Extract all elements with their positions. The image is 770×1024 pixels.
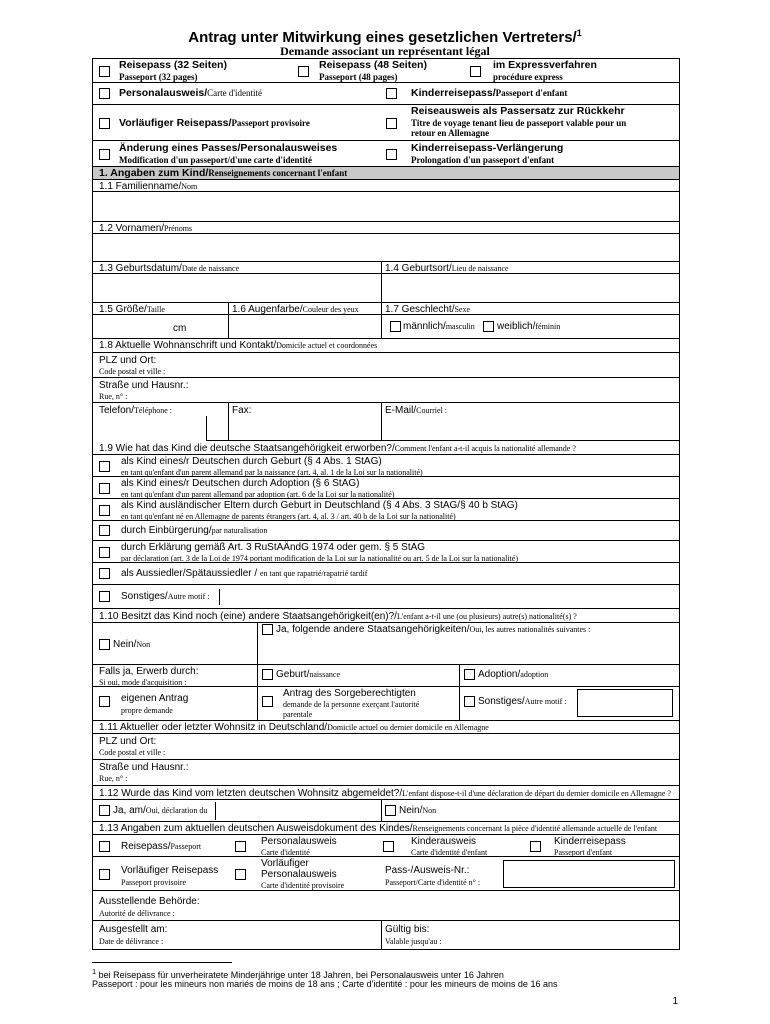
f1-9-option-4: [93, 521, 679, 541]
f1-2-label-row: [93, 222, 679, 234]
male-label: männlich/masculin: [403, 321, 475, 332]
f1-5-7-label-row: [93, 303, 679, 315]
o2-label-fr: en tant qu'enfant d'un parent allemand par adoption (art. 6 de la Loi sur la nationalité): [121, 490, 395, 499]
current-vpa-label-fr: Carte d'identité provisoire: [261, 881, 345, 890]
email-field[interactable]: [382, 416, 679, 441]
f1-1-label-row: [93, 180, 679, 192]
fax-field[interactable]: [229, 416, 381, 441]
reiseausweis-label-fr2: retour en Allemagne: [411, 128, 490, 138]
o1-label-fr: en tant qu'enfant d'un parent allemand par la naissance (art. 4, al. 1 de la Loi sur la nationalité): [121, 468, 423, 477]
birth-german-parent-checkbox[interactable]: [99, 461, 110, 472]
other-reason-field[interactable]: [219, 589, 677, 605]
other-nationalities-field[interactable]: [258, 636, 679, 665]
personalausweis-checkbox[interactable]: [99, 88, 110, 99]
valid-label: Gültig bis:: [385, 924, 430, 935]
f1-3-4-label-row: [93, 262, 679, 274]
page-number: 1: [672, 996, 678, 1007]
acq-own-label: eigenen Antrag: [121, 693, 189, 704]
phone-label: Telefon/Téléphone :: [99, 405, 173, 416]
aenderung-checkbox[interactable]: [99, 149, 110, 160]
f1-9-option-5: [93, 541, 679, 563]
f1-8-label: 1.8 Aktuelle Wohnanschrift und Kontakt/Domicile actuel et coordonnées: [99, 340, 378, 351]
f1-13-row-1: [93, 835, 679, 857]
doctype-row-4: [93, 141, 679, 167]
acq-other-checkbox[interactable]: [464, 696, 475, 707]
adoption-german-parent-checkbox[interactable]: [99, 483, 110, 494]
f1-11-street-label-fr: Rue, n° :: [99, 774, 128, 783]
f1-10-answer-row: [93, 623, 679, 665]
reisepass48-label: Reisepass (48 Seiten): [319, 59, 427, 71]
acq-custody-label-fr: demande de la personne exerçant l'autorité: [283, 700, 420, 709]
o3-label-fr: en tant qu'enfant né en Allemagne de parents étrangers (art. 4, al. 3 / art. 40 b de la Loi sur la nationalité): [121, 512, 456, 521]
authority-label-fr: Autorité de délivrance :: [99, 909, 175, 918]
current-ka-label: Kinderausweis: [411, 836, 477, 847]
f1-9-option-3: [93, 499, 679, 521]
issued-label-fr: Date de délivrance :: [99, 937, 164, 946]
current-ka-label-fr: Carte d'identité d'enfant: [411, 848, 488, 857]
f1-12-answer-row: [93, 800, 679, 822]
acq-custody-checkbox[interactable]: [262, 696, 273, 707]
doc-number-field[interactable]: [503, 860, 675, 888]
eye-color-field[interactable]: [229, 315, 381, 339]
f1-11-street-label: Straße und Hausnr.:: [99, 762, 189, 773]
doctype-row-2: [93, 83, 679, 105]
acq-own-checkbox[interactable]: [99, 696, 110, 707]
birth-row: [93, 274, 679, 303]
current-krp-label: Kinderreisepass: [554, 836, 626, 847]
o7-label: Sonstiges/Autre motif :: [121, 591, 210, 602]
reiseausweis-label: Reiseausweis als Passersatz zur Rückkehr: [411, 105, 625, 117]
doc-number-label: Pass-/Ausweis-Nr.:: [385, 865, 470, 876]
reisepass32-label: Reisepass (32 Seiten): [119, 59, 227, 71]
current-vpa-label-2: Personalausweis: [261, 869, 337, 880]
acq-adoption-label: Adoption/adoption: [478, 669, 549, 680]
current-vrp-label: Vorläufiger Reisepass: [121, 865, 219, 876]
deregistered-yes-label: Ja, am/Oui, déclaration du: [113, 805, 208, 816]
verlaengerung-label: Kinderreisepass-Verlängerung: [411, 142, 564, 154]
f1-9-option-6: [93, 563, 679, 585]
f1-13-heading: 1.13 Angaben zum aktuellen deutschen Ausweisdokument des Kindes/Renseignements concernant la pièce d'identité allemande actuelle de l'enfant: [93, 822, 679, 835]
other-nationality-yes-checkbox[interactable]: [262, 624, 273, 635]
f1-11-plz-label: PLZ und Ort:: [99, 736, 157, 747]
verlaengerung-checkbox[interactable]: [386, 149, 397, 160]
deregistered-no-checkbox[interactable]: [385, 805, 396, 816]
f1-8-label-row: [93, 339, 679, 353]
acq-other-label: Sonstiges/Autre motif :: [478, 696, 567, 707]
o4-label: durch Einbürgerung/par naturalisation: [121, 525, 268, 536]
acq-birth-label: Geburt/naissance: [276, 669, 341, 680]
declaration-checkbox[interactable]: [99, 547, 110, 558]
aussiedler-checkbox[interactable]: [99, 568, 110, 579]
acq-label-fr: Si oui, mode d'acquisition :: [99, 678, 187, 687]
current-rp-checkbox[interactable]: [99, 841, 110, 852]
section-1-heading: 1. Angaben zum Kind/Renseignements concernant l'enfant: [93, 167, 679, 180]
yes-label: Ja, folgende andere Staatsangehörigkeiten/Oui, les autres nationalités suivantes :: [276, 624, 591, 635]
kinderreisepass-checkbox[interactable]: [386, 88, 397, 99]
express-label: im Expressverfahren: [493, 59, 597, 71]
f1-11-plz-label-fr: Code postal et ville :: [99, 748, 166, 757]
verlaengerung-label-fr: Prolongation d'un passeport d'enfant: [411, 155, 555, 165]
f1-4-label: 1.4 Geburtsort/Lieu de naissance: [385, 263, 509, 274]
f1-12-heading: 1.12 Wurde das Kind vom letzten deutschen Wohnsitz abgemeldet?/L'enfant dispose-t-il d'une déclaration de départ du dernier domicile en Allemagne ?: [93, 786, 679, 800]
f1-6-label: 1.6 Augenfarbe/Couleur des yeux: [232, 304, 359, 315]
footnote-separator: [92, 962, 232, 963]
dates-row: [93, 921, 679, 949]
address-plz-row[interactable]: [93, 353, 679, 378]
deregistered-date-field[interactable]: [215, 802, 379, 820]
fax-label: Fax:: [232, 405, 252, 416]
o5-label-fr: par déclaration (art. 3 de la Loi de 1974 portant modification de la Loi sur la nationalité ou art. 5 de la Loi sur la nationalité): [121, 554, 518, 563]
plz-label: PLZ und Ort:: [99, 355, 157, 366]
current-vpa-checkbox[interactable]: [235, 869, 246, 880]
f1-1-label: 1.1 Familienname/Nom: [99, 181, 198, 192]
no-label: Nein/Non: [113, 639, 151, 650]
female-checkbox[interactable]: [483, 321, 494, 332]
height-field[interactable]: [93, 315, 228, 339]
express-label-fr: procédure express: [493, 72, 563, 82]
f1-9-heading: 1.9 Wie hat das Kind die deutsche Staatsangehörigkeit erworben?/Comment l'enfant a-t-il acquis la nationalité allemande ?: [93, 441, 679, 455]
f1-10-heading: 1.10 Besitzt das Kind noch (eine) andere Staatsangehörigkeit(en)?/L'enfant a-t-il une (ou plusieurs) autre(s) nationalité(s) ?: [93, 609, 679, 623]
reisepass32-checkbox[interactable]: [99, 66, 110, 77]
naturalisation-checkbox[interactable]: [99, 525, 110, 536]
street-label: Straße und Hausnr.:: [99, 380, 189, 391]
doc-number-label-fr: Passeport/Carte d'identité n° :: [385, 878, 481, 887]
o2-label: als Kind eines/r Deutschen durch Adoption (§ 6 StAG): [121, 478, 360, 489]
f1-2-label: 1.2 Vornamen/Prénoms: [99, 223, 193, 234]
acq-custody-label: Antrag des Sorgeberechtigten: [283, 688, 416, 699]
form-title: Antrag unter Mitwirkung eines gesetzlichen Vertreters/$^1$: [188, 28, 582, 46]
birth-in-germany-checkbox[interactable]: [99, 505, 110, 516]
other-reason-checkbox[interactable]: [99, 591, 110, 602]
footnote-1: $^1$ bei Reisepass für unverheiratete Minderjährige unter 18 Jahren, bei Personalausweis unter 16 Jahren: [92, 967, 504, 980]
f1-3-label: 1.3 Geburtsdatum/Date de naissance: [99, 263, 240, 274]
issued-date-field[interactable]: [93, 921, 381, 949]
current-vrp-label-fr: Passeport provisoire: [121, 878, 187, 887]
acq-custody-label-fr2: parentale: [283, 710, 313, 719]
vorlaeufig-label: Vorläufiger Reisepass/Passeport provisoire: [119, 117, 310, 129]
form-subtitle: Demande associant un représentant légal: [280, 44, 490, 58]
aenderung-label-fr: Modification d'un passeport/d'une carte d'identité: [119, 155, 313, 165]
doctype-row-1: [93, 59, 679, 83]
current-pa-checkbox[interactable]: [235, 841, 246, 852]
height-unit: cm: [173, 323, 187, 334]
f1-13-row-2: [93, 857, 679, 891]
issued-label: Ausgestellt am:: [99, 924, 168, 935]
footnote-1-fr: Passeport : pour les mineurs non mariés de moins de 18 ans ; Carte d'identité : pour les mineurs de moins de 16 ans: [92, 979, 558, 989]
email-label: E-Mail/Courriel :: [385, 405, 448, 416]
current-vpa-label: Vorläufiger: [261, 858, 309, 869]
acq-other-field[interactable]: [577, 689, 673, 717]
express-checkbox[interactable]: [470, 66, 481, 77]
application-form: [92, 58, 680, 950]
male-checkbox[interactable]: [390, 321, 401, 332]
current-krp-checkbox[interactable]: [530, 841, 541, 852]
current-krp-label-fr: Passeport d'enfant: [554, 848, 613, 857]
f1-9-option-7: [93, 585, 679, 609]
acq-adoption-checkbox[interactable]: [464, 669, 475, 680]
street-label-fr: Rue, n° :: [99, 392, 128, 401]
reisepass32-label-fr: Passeport (32 pages): [119, 72, 198, 82]
f1-5-label: 1.5 Größe/Taille: [99, 304, 165, 315]
o6-label: als Aussiedler/Spätaussiedler / en tant que rapatrié/rapatrié tardif: [121, 568, 368, 579]
acq-own-label-fr: propre demande: [121, 706, 173, 715]
contact-row: [93, 403, 679, 441]
reiseausweis-label-fr: Titre de voyage tenant lieu de passeport valable pour un: [411, 118, 627, 128]
current-pa-label: Personalausweis: [261, 836, 337, 847]
o5-label: durch Erklärung gemäß Art. 3 RuStAÄndG 1974 oder gem. § 5 StAG: [121, 542, 426, 553]
authority-label: Ausstellende Behörde:: [99, 896, 200, 907]
size-eyes-sex-row: [93, 315, 679, 339]
current-rp-label: Reisepass/Passeport: [121, 841, 202, 852]
birth-place-field[interactable]: [382, 274, 679, 303]
aenderung-label: Änderung eines Passes/Personalausweises: [119, 142, 338, 154]
family-name-field[interactable]: [93, 192, 679, 222]
reisepass48-label-fr: Passeport (48 pages): [319, 72, 398, 82]
kinderreisepass-label: Kinderreisepass/Passeport d'enfant: [411, 87, 568, 99]
acq-birth-checkbox[interactable]: [262, 669, 273, 680]
birth-date-field[interactable]: [93, 274, 381, 303]
current-vrp-checkbox[interactable]: [99, 869, 110, 880]
acquisition-row: [93, 665, 679, 687]
vorlaeufig-checkbox[interactable]: [99, 118, 110, 129]
valid-date-field[interactable]: [382, 921, 679, 949]
f1-9-option-2: [93, 477, 679, 499]
f1-7-label: 1.7 Geschlecht/Sexe: [385, 304, 471, 315]
acquisition-row-2: [93, 687, 679, 721]
f1-9-option-1: [93, 455, 679, 477]
f1-11-street-row[interactable]: [93, 760, 679, 786]
address-street-row[interactable]: [93, 378, 679, 403]
f1-11-plz-row[interactable]: [93, 734, 679, 760]
o1-label: als Kind eines/r Deutschen durch Geburt (§ 4 Abs. 1 StAG): [121, 456, 382, 467]
o3-label: als Kind ausländischer Eltern durch Geburt in Deutschland (§ 4 Abs. 3 StAG/§ 40 b StAG): [121, 500, 518, 511]
acq-label: Falls ja, Erwerb durch:: [99, 666, 199, 677]
valid-label-fr: Valable jusqu'au :: [385, 937, 442, 946]
first-names-field[interactable]: [93, 234, 679, 262]
f1-11-heading: 1.11 Aktueller oder letzter Wohnsitz in Deutschland/Domicile actuel ou dernier domicile en Allemagne: [93, 721, 679, 734]
personalausweis-label: Personalausweis/Carte d'identité: [119, 87, 262, 99]
current-ka-checkbox[interactable]: [383, 841, 394, 852]
female-label: weiblich/féminin: [497, 321, 561, 332]
reiseausweis-checkbox[interactable]: [386, 118, 397, 129]
plz-label-fr: Code postal et ville :: [99, 367, 166, 376]
phone-field[interactable]: [93, 416, 207, 441]
doctype-row-3: [93, 105, 679, 141]
current-pa-label-fr: Carte d'identité: [261, 848, 310, 857]
other-nationality-no-checkbox[interactable]: [99, 639, 110, 650]
reisepass48-checkbox[interactable]: [298, 66, 309, 77]
deregistered-yes-checkbox[interactable]: [99, 805, 110, 816]
deregistered-no-label: Nein/Non: [399, 805, 437, 816]
authority-row[interactable]: [93, 891, 679, 921]
